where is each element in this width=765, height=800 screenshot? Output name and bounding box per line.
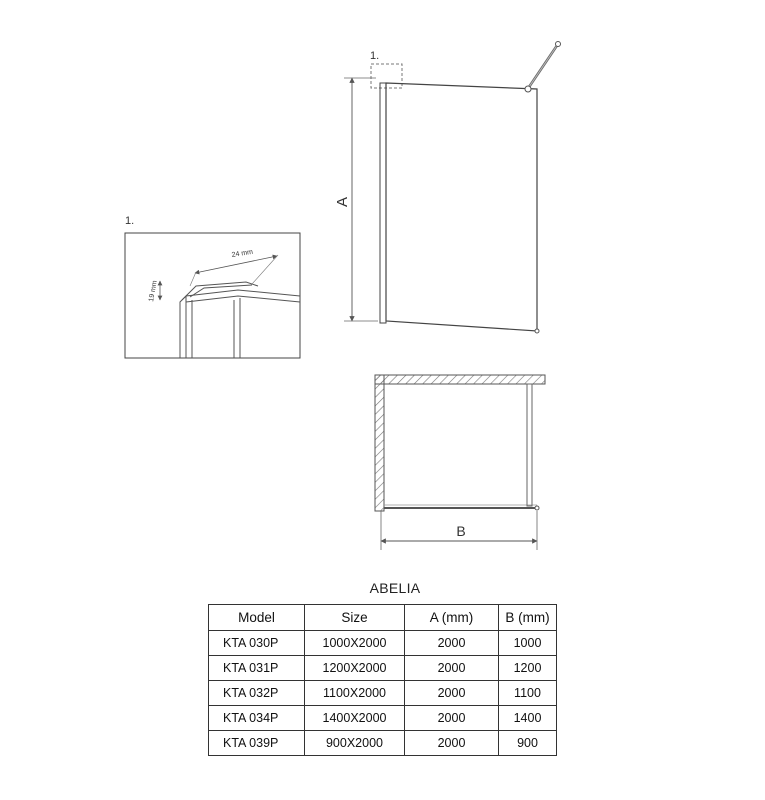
table-row <box>209 631 557 656</box>
back-wall <box>375 375 545 384</box>
detail-label: 1. <box>125 215 135 227</box>
width-b-label: B <box>456 523 466 539</box>
b-cell: 1000 <box>499 631 557 656</box>
column-header-size: Size <box>305 605 405 631</box>
profile-section <box>180 282 300 358</box>
column-header-a: A (mm) <box>405 605 499 631</box>
wall-profile <box>380 83 386 323</box>
model-cell: KTA 031P <box>209 656 305 681</box>
width-dimension-text: 24 mm <box>231 248 254 259</box>
size-cell: 1000X2000 <box>305 631 405 656</box>
glass-panel <box>386 83 537 331</box>
model-cell: KTA 039P <box>209 731 305 756</box>
side-wall <box>375 375 384 511</box>
support-bar-plan <box>527 384 532 506</box>
plan-view <box>375 375 545 550</box>
spec-table <box>208 604 557 756</box>
callout-marker: 1. <box>370 50 380 62</box>
spec-table-title: ABELIA <box>369 580 421 596</box>
table-row <box>209 706 557 731</box>
model-cell: KTA 030P <box>209 631 305 656</box>
a-cell: 2000 <box>405 681 499 706</box>
table-header-row <box>209 605 557 631</box>
detail-view <box>125 215 300 358</box>
size-cell: 900X2000 <box>305 731 405 756</box>
b-cell: 1400 <box>499 706 557 731</box>
table-row <box>209 656 557 681</box>
b-cell: 1100 <box>499 681 557 706</box>
model-cell: KTA 034P <box>209 706 305 731</box>
b-cell: 1200 <box>499 656 557 681</box>
height-a-label: A <box>334 196 351 208</box>
size-cell: 1100X2000 <box>305 681 405 706</box>
width-dimension-line <box>195 256 277 273</box>
a-cell: 2000 <box>405 656 499 681</box>
a-cell: 2000 <box>405 631 499 656</box>
b-cell: 900 <box>499 731 557 756</box>
table-row <box>209 681 557 706</box>
elevation-view <box>334 42 561 334</box>
model-cell: KTA 032P <box>209 681 305 706</box>
a-cell: 2000 <box>405 731 499 756</box>
height-dimension-text: 19 mm <box>148 280 159 303</box>
a-cell: 2000 <box>405 706 499 731</box>
column-header-b: B (mm) <box>499 605 557 631</box>
size-cell: 1400X2000 <box>305 706 405 731</box>
size-cell: 1200X2000 <box>305 656 405 681</box>
table-row <box>209 731 557 756</box>
column-header-model: Model <box>209 605 305 631</box>
